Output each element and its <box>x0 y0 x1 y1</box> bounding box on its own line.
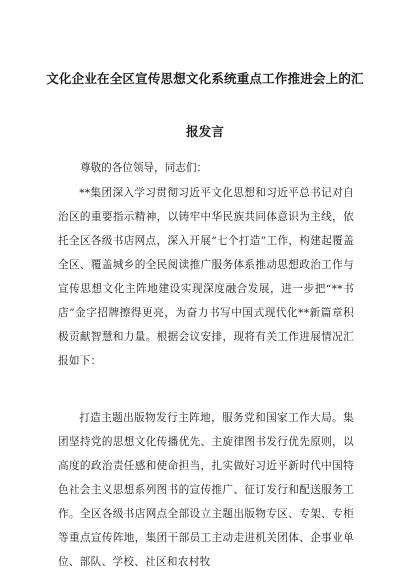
salutation: 尊敬的各位领导，同志们： <box>80 162 208 174</box>
body-paragraph-2: 打造主题出版物发行主阵地，服务党和国家工作大局。集团坚持党的思想文化传播优先、主旋律图书发行优先原则，以高度的政治责任感和使命担当，扎实做好习近平新时代中国特色社会主义思想系列图书的宣传推广、征订发行和配送服务工作。全区各级书店网点全部设立主题出版物专区、专架、专柜等重点宣传阵地，集团干部员工主动走进机关团体、企事业单位、部队、学校、社区和农村牧 <box>58 412 354 568</box>
document-title-line-2: 报发言 <box>185 124 225 139</box>
body-paragraph-1: **集团深入学习贯彻习近平文化思想和习近平总书记对自治区的重要指示精神，以铸牢中华民族共同体意识为主线，依托全区各级书店网点，深入开展“七个打造”工作，构建起覆盖全区、覆盖城乡的全民阅读推广服务体系推动思想政治工作与宣传思想文化主阵地建设实现深度融合发展，进一步把“**书店”金字招牌擦得更亮，为奋力书写中国式现代化**新篇章积极贡献智慧和力量。根据会议安排，现将有关工作进展情况汇报如下： <box>58 187 354 367</box>
document-title-line-1: 文化企业在全区宣传思想文化系统重点工作推进会上的汇 <box>46 71 364 86</box>
